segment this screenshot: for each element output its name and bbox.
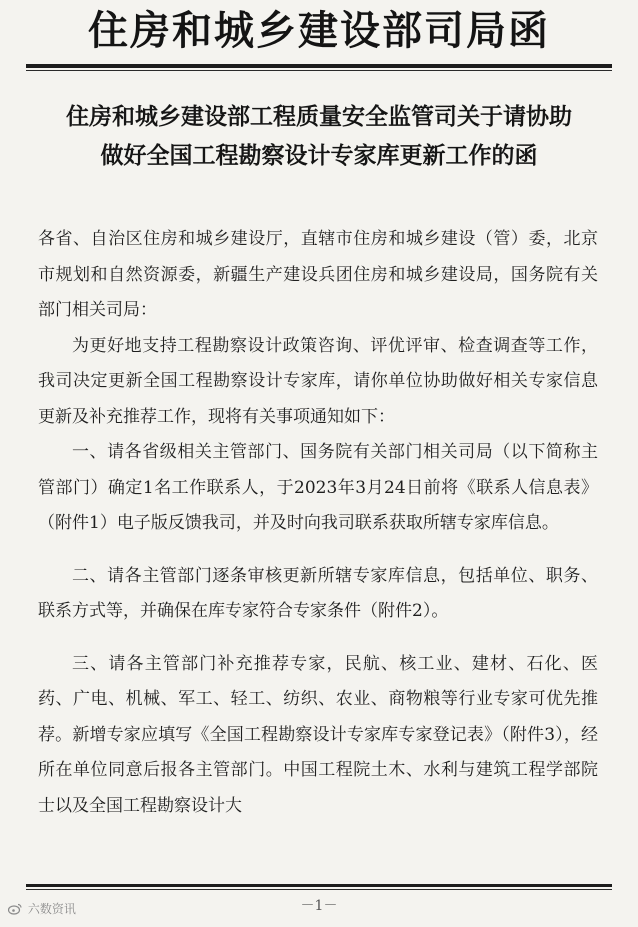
addressee: 各省、自治区住房和城乡建设厅，直辖市住房和城乡建设（管）委，北京市规划和自然资源委，新疆生产建设兵团住房和城乡建设局，国务院有关部门相关司局：	[38, 229, 598, 320]
letter-title-line-1: 住房和城乡建设部工程质量安全监管司关于请协助	[66, 104, 572, 130]
item-2-paragraph: 二、请各主管部门逐条审核更新所辖专家库信息，包括单位、职务、联系方式等，并确保在库专家符合专家条件（附件2）。	[38, 565, 598, 621]
item-1-paragraph: 一、请各省级相关主管部门、国务院有关部门相关司局（以下简称主管部门）确定1名工作联系人，于2023年3月24日前将《联系人信息表》（附件1）电子版反馈我司，并及时向我司联系获取所辖专家库信息。	[38, 442, 598, 533]
item-3-paragraph: 三、请各主管部门补充推荐专家，民航、核工业、建材、石化、医药、广电、机械、军工、轻工、纺织、农业、商物粮等行业专家可优先推荐。新增专家应填写《全国工程勘察设计专家库专家登记表》（附件3），经所在单位同意后报各主管部门。中国工程院土木、水利与建筑工程学部院士以及全国工程勘察设计大	[38, 653, 598, 816]
footer-rule-thin	[26, 889, 612, 890]
letterhead: 住房和城乡建设部司局函	[88, 7, 550, 54]
watermark	[8, 900, 76, 917]
footer-rule-thick	[26, 884, 612, 887]
watermark-text: 六数资讯	[27, 902, 76, 916]
letter-body	[38, 222, 598, 824]
letterhead-rule-thin	[26, 70, 612, 71]
intro-paragraph: 为更好地支持工程勘察设计政策咨询、评优评审、检查调查等工作，我司决定更新全国工程勘察设计专家库，请你单位协助做好相关专家信息更新及补充推荐工作，现将有关事项通知如下：	[38, 335, 598, 427]
letter-title-line-2: 做好全国工程勘察设计专家库更新工作的函	[100, 143, 538, 169]
weibo-logo-icon	[8, 903, 22, 915]
page-number: －1－	[300, 898, 338, 914]
letterhead-rule-thick	[26, 64, 612, 68]
